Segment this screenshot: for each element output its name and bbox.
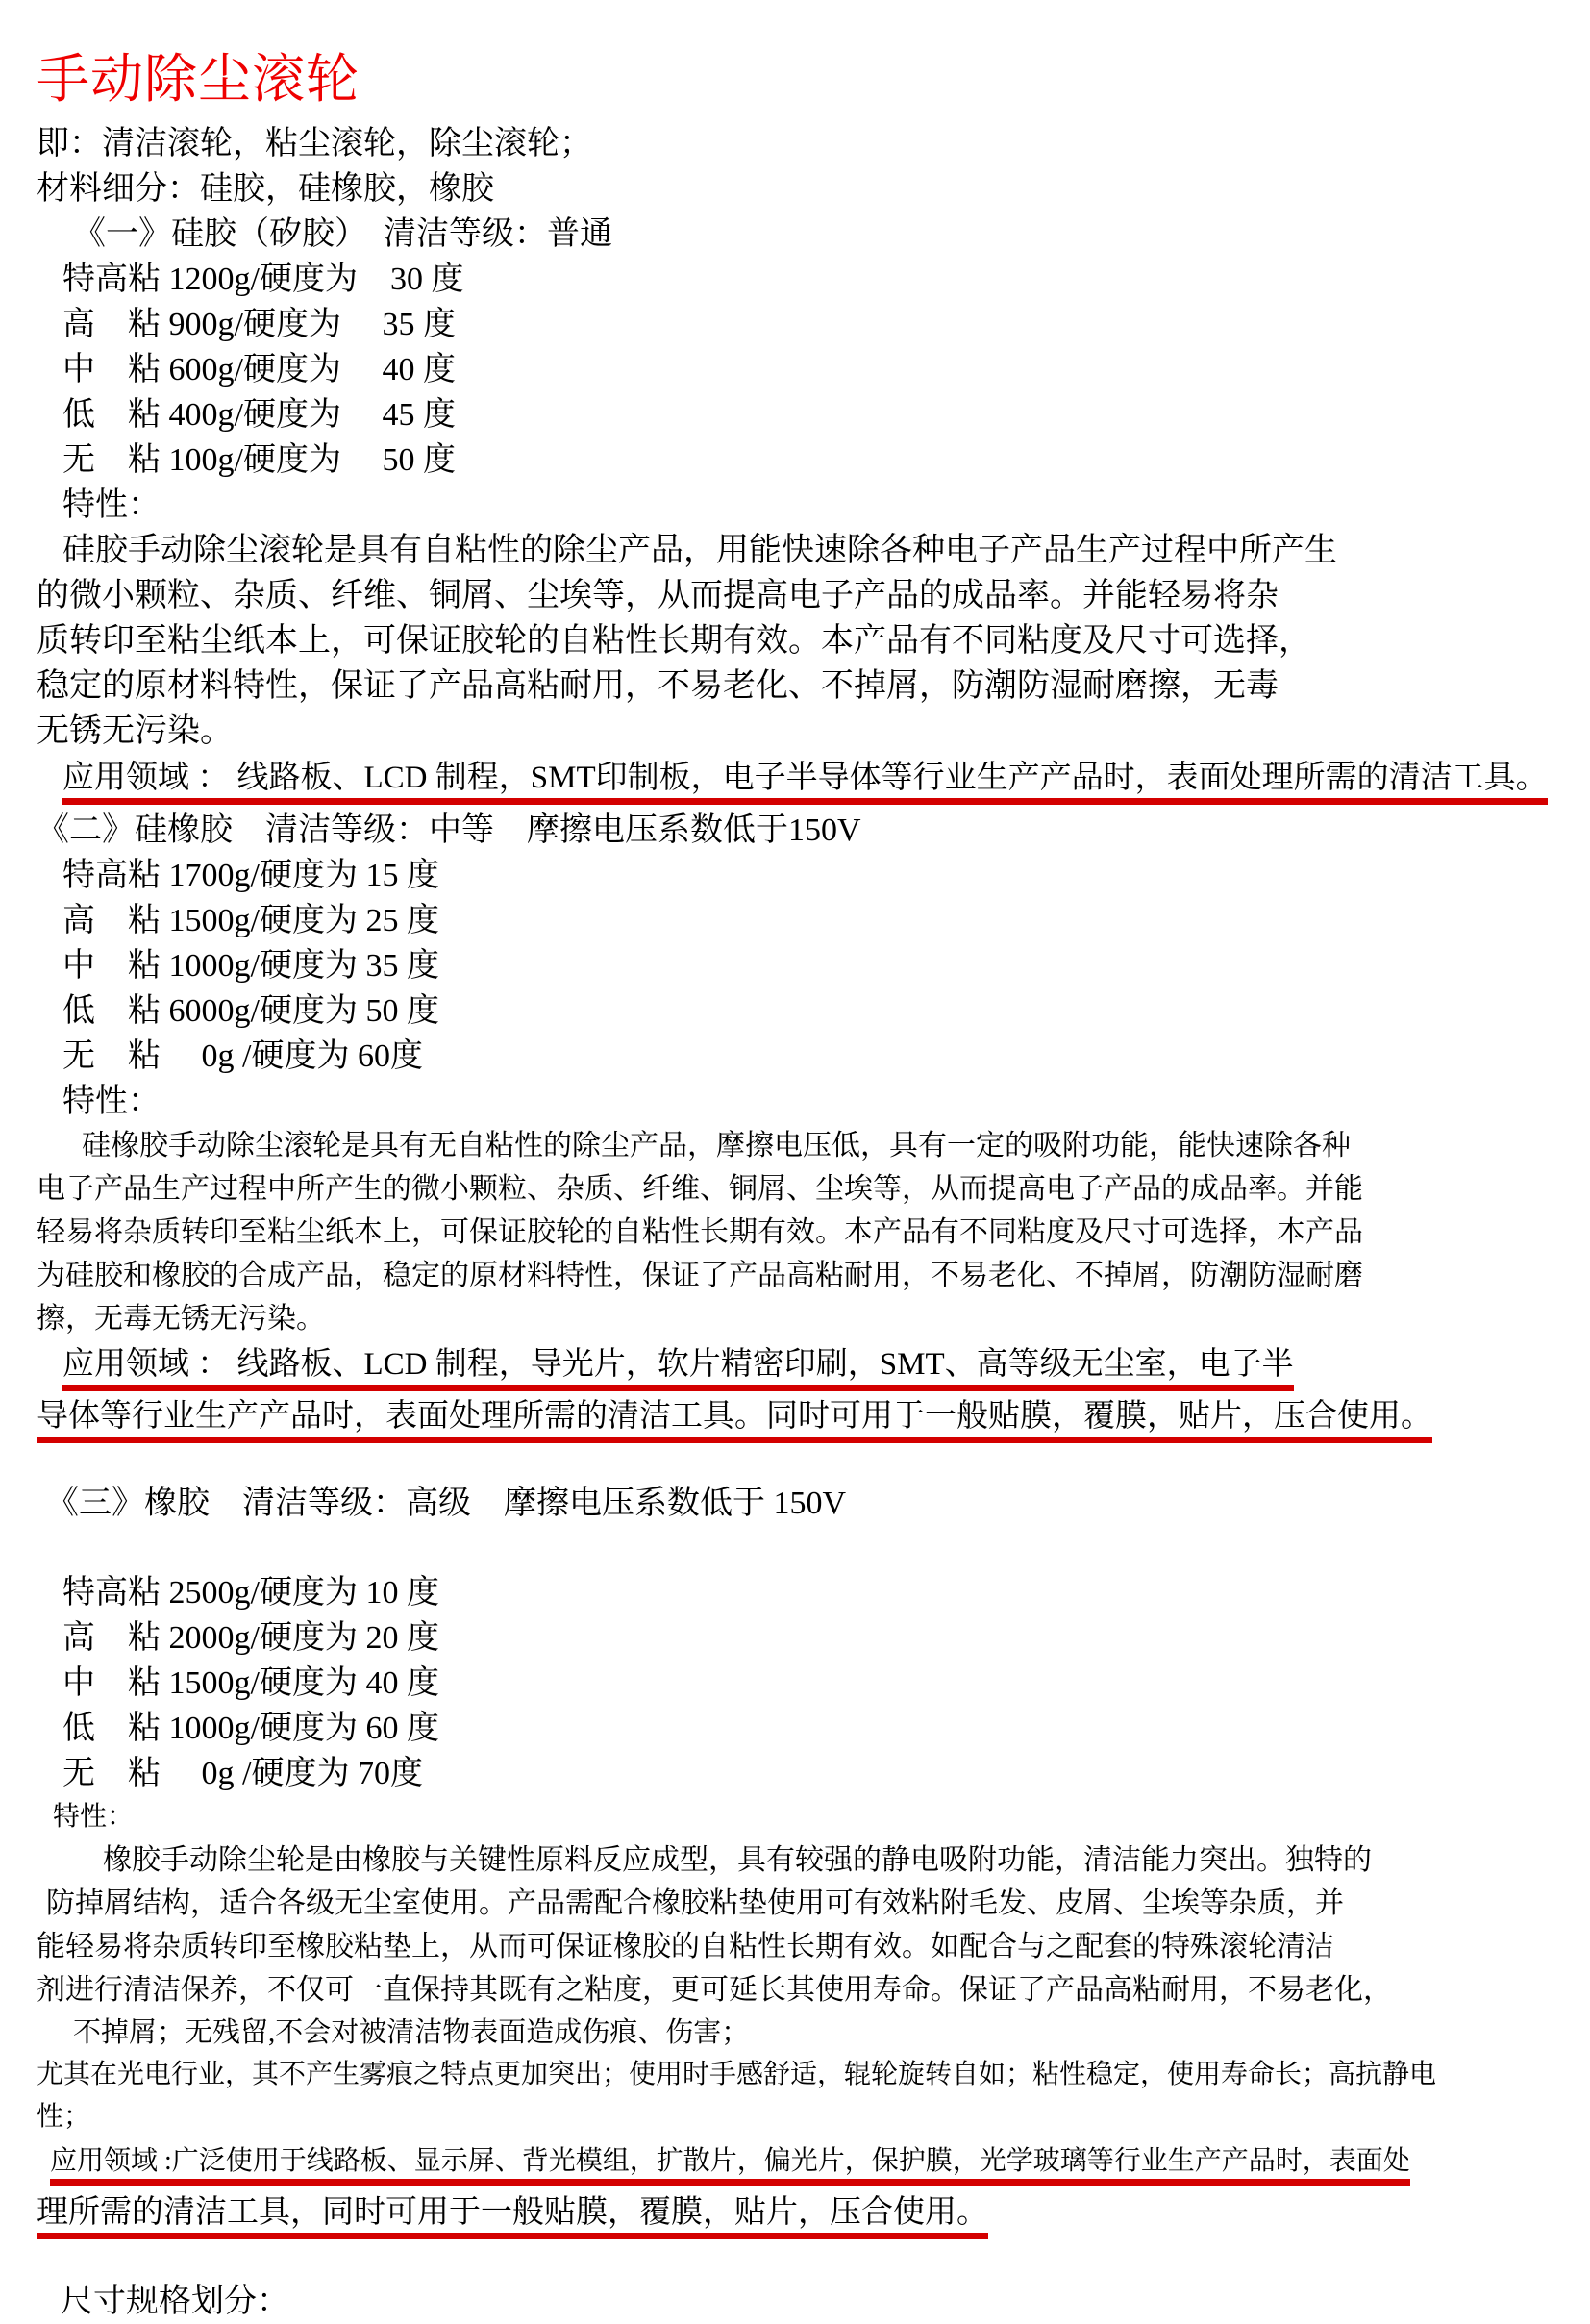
spec-line: 高 粘 900g/硬度为 35 度 bbox=[62, 307, 456, 342]
application-line-underlined bbox=[37, 1342, 1567, 1387]
paragraph-line: 稳定的原材料特性，保证了产品高粘耐用，不易老化、不掉屑，防潮防湿耐磨擦，无毒 bbox=[37, 668, 1279, 704]
spec-line: 特高粘 1700g/硬度为 15 度 bbox=[62, 858, 439, 893]
paragraph-line: 尤其在光电行业，其不产生雾痕之特点更加突出；使用时手感舒适，辊轮旋转自如；粘性稳定，使用寿命长；高抗静电 bbox=[37, 2060, 1437, 2089]
paragraph-line: 轻易将杂质转印至粘尘纸本上，可保证胶轮的自粘性长期有效。本产品有不同粘度及尺寸可选择，本产品 bbox=[37, 1216, 1363, 1248]
intro-line: 即：清洁滚轮，粘尘滚轮，除尘滚轮； bbox=[37, 126, 592, 162]
application-text: 应用领域 :广泛使用于线路板、显示屏、背光模组，扩散片，偏光片，保护膜，光学玻璃等行业生产产品时，表面处 bbox=[50, 2146, 1410, 2186]
section3-heading: 《三》橡胶 清洁等级：高级 摩擦电压系数低于 150V bbox=[46, 1486, 847, 1521]
application-text: 导体等行业生产产品时，表面处理所需的清洁工具。同时可用于一般贴膜，覆膜，贴片，压合使用。 bbox=[37, 1399, 1432, 1443]
application-text: 理所需的清洁工具，同时可用于一般贴膜，覆膜，贴片，压合使用。 bbox=[37, 2195, 988, 2239]
application-line-underlined bbox=[37, 756, 1567, 800]
application-line-underlined bbox=[37, 1394, 1567, 1438]
spec-line: 特高粘 2500g/硬度为 10 度 bbox=[62, 1575, 439, 1611]
paragraph-line: 无锈无污染。 bbox=[37, 713, 233, 749]
paragraph-line: 能轻易将杂质转印至橡胶粘垫上，从而可保证橡胶的自粘性长期有效。如配合与之配套的特殊滚轮清洁 bbox=[37, 1931, 1334, 1962]
section1-heading: 《一》硅胶（矽胶） 清洁等级：普通 bbox=[73, 216, 612, 252]
spec-line: 低 粘 400g/硬度为 45 度 bbox=[62, 397, 456, 433]
paragraph-line: 剂进行清洁保养，不仅可一直保持其既有之粘度，更可延长其使用寿命。保证了产品高粘耐用，不易老化， bbox=[37, 1974, 1392, 2006]
feature-label: 特性： bbox=[62, 1084, 161, 1119]
spec-line: 中 粘 1000g/硬度为 35 度 bbox=[62, 948, 439, 984]
application-text: 应用领域 ： 线路板、LCD 制程，导光片，软片精密印刷，SMT、高等级无尘室，电子半 bbox=[62, 1347, 1294, 1391]
paragraph-line: 防掉屑结构，适合各级无尘室使用。产品需配合橡胶粘垫使用可有效粘附毛发、皮屑、尘埃等杂质，并 bbox=[46, 1887, 1344, 1919]
paragraph-line: 的微小颗粒、杂质、纤维、铜屑、尘埃等，从而提高电子产品的成品率。并能轻易将杂 bbox=[37, 578, 1279, 613]
spec-line: 无 粘 0g /硬度为 60度 bbox=[62, 1038, 423, 1074]
paragraph-line: 擦，无毒无锈无污染。 bbox=[37, 1303, 325, 1335]
intro-line: 材料细分：硅胶，硅橡胶，橡胶 bbox=[37, 171, 494, 207]
paragraph-line: 电子产品生产过程中所产生的微小颗粒、杂质、纤维、铜屑、尘埃等，从而提高电子产品的成品率。并能 bbox=[37, 1173, 1363, 1205]
paragraph-line: 橡胶手动除尘轮是由橡胶与关键性原料反应成型，具有较强的静电吸附功能，清洁能力突出。独特的 bbox=[103, 1844, 1372, 1876]
spec-line: 高 粘 2000g/硬度为 20 度 bbox=[62, 1620, 439, 1656]
application-line-underlined bbox=[37, 2140, 1567, 2183]
application-line-underlined bbox=[37, 2190, 1567, 2235]
paragraph-line: 不掉屑；无残留,不会对被清洁物表面造成伤痕、伤害； bbox=[73, 2017, 750, 2048]
paragraph-line: 硅胶手动除尘滚轮是具有自粘性的除尘产品，用能快速除各种电子产品生产过程中所产生 bbox=[62, 533, 1337, 568]
spec-line: 无 粘 0g /硬度为 70度 bbox=[62, 1756, 423, 1791]
feature-label: 特性： bbox=[62, 487, 161, 523]
spec-line: 无 粘 100g/硬度为 50 度 bbox=[62, 442, 456, 478]
spec-line: 高 粘 1500g/硬度为 25 度 bbox=[62, 903, 439, 938]
spec-line: 低 粘 1000g/硬度为 60 度 bbox=[62, 1711, 439, 1746]
spec-line: 低 粘 6000g/硬度为 50 度 bbox=[62, 993, 439, 1029]
paragraph-line: 为硅胶和橡胶的合成产品，稳定的原材料特性，保证了产品高粘耐用，不易老化、不掉屑，防潮防湿耐磨 bbox=[37, 1260, 1363, 1291]
feature-label: 特性： bbox=[53, 1802, 135, 1832]
paragraph-line: 性； bbox=[37, 2102, 91, 2132]
page-title: 手动除尘滚轮 bbox=[37, 50, 360, 109]
section2-heading: 《二》硅橡胶 清洁等级：中等 摩擦电压系数低于150V bbox=[37, 812, 861, 848]
spec-line: 特高粘 1200g/硬度为 30 度 bbox=[62, 262, 464, 297]
footer-heading: 尺寸规格划分： bbox=[61, 2284, 289, 2319]
spec-line: 中 粘 1500g/硬度为 40 度 bbox=[62, 1665, 439, 1701]
paragraph-line: 质转印至粘尘纸本上，可保证胶轮的自粘性长期有效。本产品有不同粘度及尺寸可选择， bbox=[37, 623, 1311, 659]
spec-line: 中 粘 600g/硬度为 40 度 bbox=[62, 352, 456, 387]
paragraph-line: 硅橡胶手动除尘滚轮是具有无自粘性的除尘产品，摩擦电压低，具有一定的吸附功能，能快速除各种 bbox=[82, 1130, 1351, 1162]
application-text: 应用领域 ： 线路板、LCD 制程，SMT印制板，电子半导体等行业生产产品时，表面处理所需的清洁工具。 bbox=[62, 761, 1548, 805]
